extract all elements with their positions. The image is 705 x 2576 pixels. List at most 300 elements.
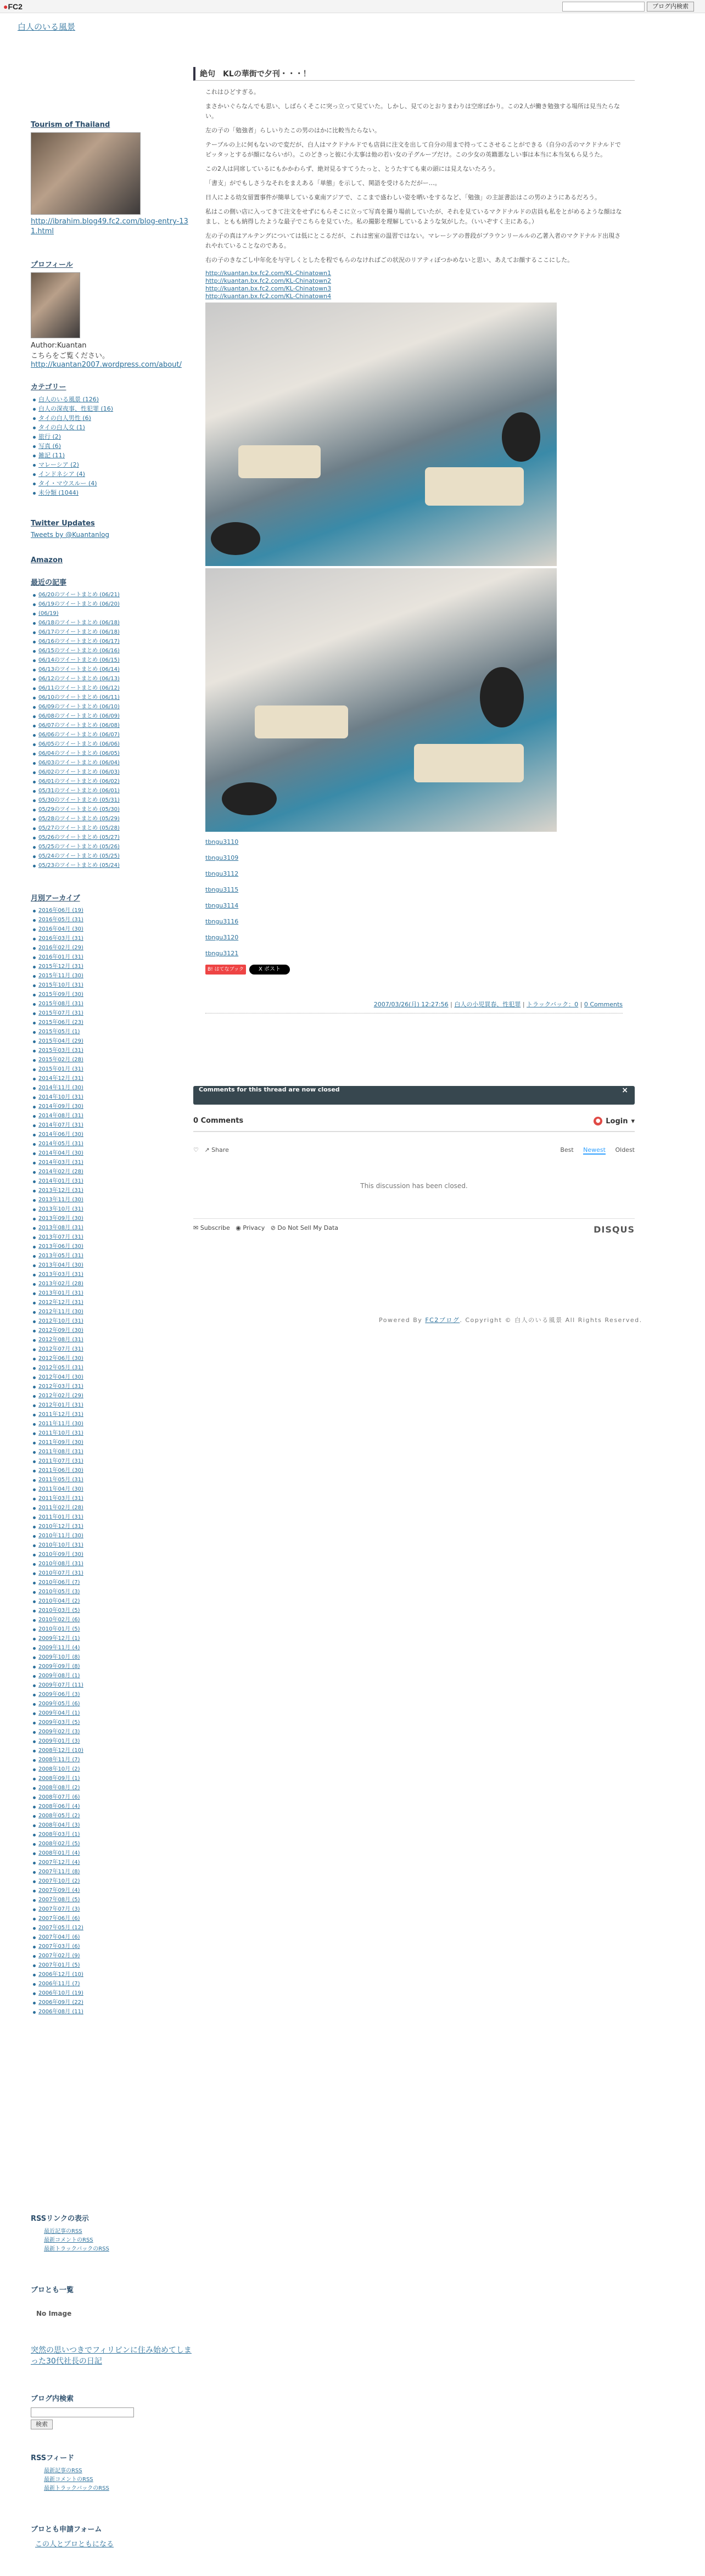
archive-item-link[interactable]: 2014年06月 (30) [38, 1132, 83, 1138]
archive-item-link[interactable]: 2012年03月 (31) [38, 1384, 83, 1390]
bloglist-link[interactable]: 突然の思いつきでフィリピンに住み始めてしまった30代社長の日記 [31, 2346, 192, 2366]
archive-item[interactable] [38, 1457, 187, 1466]
archive-item-link[interactable]: 2010年04月 (2) [38, 1598, 80, 1604]
archive-item-link[interactable]: 2006年09月 (22) [38, 2000, 83, 2006]
archive-item-link[interactable]: 2011年12月 (31) [38, 1412, 83, 1418]
rss-feed-item-link[interactable]: 最新コメントのRSS [44, 2477, 93, 2483]
archive-item[interactable] [38, 1615, 187, 1625]
recent-entry-item-link[interactable]: 05/24のツイートまとめ (05/25) [38, 853, 120, 859]
category-item-link[interactable]: タイの白人男性 (6) [38, 415, 91, 422]
archive-item[interactable] [38, 1363, 187, 1373]
archive-item-link[interactable]: 2013年02月 (28) [38, 1281, 83, 1287]
archive-item-link[interactable]: 2014年03月 (31) [38, 1160, 83, 1166]
recent-entry-item-link[interactable]: 06/05のツイートまとめ (06/06) [38, 741, 120, 747]
archive-item-link[interactable]: 2009年08月 (1) [38, 1673, 80, 1679]
category-item[interactable] [38, 404, 187, 413]
recent-entry-item[interactable] [38, 758, 187, 768]
archive-item-link[interactable]: 2008年02月 (5) [38, 1841, 80, 1847]
archive-item-link[interactable]: 2007年03月 (6) [38, 1944, 80, 1950]
rss-display-item-link[interactable]: 最近記事のRSS [44, 2228, 82, 2235]
archive-item-link[interactable]: 2010年06月 (7) [38, 1580, 80, 1586]
rss-feed-item-link[interactable]: 最新トラックバックのRSS [44, 2485, 109, 2491]
archive-item-link[interactable]: 2013年09月 (30) [38, 1216, 83, 1222]
archive-item-link[interactable]: 2010年07月 (31) [38, 1570, 83, 1576]
recent-entry-item-link[interactable]: 06/18のツイートまとめ (06/18) [38, 620, 120, 626]
archive-item[interactable] [38, 1093, 187, 1102]
archive-item[interactable] [38, 1018, 187, 1027]
archive-item-link[interactable]: 2009年05月 (6) [38, 1701, 80, 1707]
archive-item-link[interactable]: 2008年11月 (7) [38, 1757, 80, 1763]
archive-item-link[interactable]: 2011年10月 (31) [38, 1430, 83, 1436]
archive-item-link[interactable]: 2012年07月 (31) [38, 1346, 83, 1352]
recent-entry-item-link[interactable]: 06/16のツイートまとめ (06/17) [38, 639, 120, 645]
archive-item[interactable] [38, 934, 187, 943]
recent-entry-item-link[interactable]: 05/29のツイートまとめ (05/30) [38, 807, 120, 813]
archive-item-link[interactable]: 2014年05月 (31) [38, 1141, 83, 1147]
profile-about-link[interactable]: http://kuantan2007.wordpress.com/about/ [31, 361, 182, 369]
recent-entry-item[interactable] [38, 730, 187, 740]
category-item[interactable] [38, 451, 187, 460]
archive-item-link[interactable]: 2012年08月 (31) [38, 1337, 83, 1343]
archive-item-link[interactable]: 2014年07月 (31) [38, 1122, 83, 1128]
category-item-link[interactable]: 雑記 (11) [38, 452, 65, 459]
recent-entry-item[interactable] [38, 693, 187, 702]
recent-entry-item[interactable] [38, 665, 187, 674]
rss-display-item[interactable] [44, 2245, 109, 2254]
recent-entry-item[interactable] [38, 814, 187, 824]
recent-entry-item[interactable] [38, 740, 187, 749]
archive-item[interactable] [38, 1046, 187, 1055]
category-item[interactable] [38, 423, 187, 432]
archive-item-link[interactable]: 2013年07月 (31) [38, 1234, 83, 1240]
category-item-link[interactable]: 白人のいる風景 (126) [38, 396, 99, 403]
recent-entry-item-link[interactable]: 06/07のツイートまとめ (06/08) [38, 723, 120, 729]
image-link[interactable]: tbngu3121 [205, 950, 239, 957]
blog-title-link[interactable]: 白人のいる風景 [18, 22, 76, 32]
archive-item[interactable] [38, 1027, 187, 1037]
archive-item-link[interactable]: 2015年05月 (1) [38, 1029, 80, 1035]
archive-item[interactable] [38, 953, 187, 962]
recent-entry-item[interactable] [38, 628, 187, 637]
archive-item[interactable] [38, 1839, 187, 1849]
rss-display-item[interactable] [44, 2227, 109, 2236]
image-link[interactable]: tbngu3110 [205, 838, 239, 845]
entry-comments-link[interactable]: 0 Comments [584, 1001, 623, 1008]
archive-item[interactable] [38, 1401, 187, 1410]
twitter-link[interactable]: Tweets by @Kuantanlog [31, 531, 110, 539]
archive-item-link[interactable]: 2015年12月 (31) [38, 964, 83, 970]
archive-item-link[interactable]: 2007年05月 (12) [38, 1925, 83, 1931]
archive-item[interactable] [38, 1513, 187, 1522]
category-item[interactable] [38, 395, 187, 404]
sort-newest[interactable]: Newest [583, 1146, 606, 1153]
archive-item[interactable] [38, 1139, 187, 1149]
archive-item-link[interactable]: 2012年09月 (30) [38, 1328, 83, 1334]
recent-entry-item[interactable] [38, 590, 187, 600]
archive-item[interactable] [38, 1849, 187, 1858]
archive-item-link[interactable]: 2014年01月 (31) [38, 1178, 83, 1184]
recent-entry-item[interactable] [38, 786, 187, 796]
category-item[interactable] [38, 469, 187, 479]
archive-item[interactable] [38, 1037, 187, 1046]
category-item[interactable] [38, 488, 187, 497]
rss-feed-item[interactable] [44, 2467, 109, 2476]
archive-item-link[interactable]: 2015年11月 (30) [38, 973, 83, 979]
archive-item-link[interactable]: 2007年09月 (4) [38, 1888, 80, 1894]
archive-item[interactable] [38, 1914, 187, 1923]
archive-item-link[interactable]: 2006年08月 (11) [38, 2009, 83, 2015]
entry-source-link[interactable]: http://kuantan.bx.fc2.com/KL-Chinatown2 [205, 277, 332, 284]
archive-item-link[interactable]: 2007年12月 (4) [38, 1860, 80, 1866]
recent-entry-item-link[interactable]: 06/11のツイートまとめ (06/12) [38, 685, 120, 691]
archive-item[interactable] [38, 1475, 187, 1485]
archive-item[interactable] [38, 1961, 187, 1970]
category-item-link[interactable]: タイの白人女 (1) [38, 424, 85, 431]
archive-item[interactable] [38, 962, 187, 971]
archive-item[interactable] [38, 1531, 187, 1541]
archive-item-link[interactable]: 2008年05月 (2) [38, 1813, 80, 1819]
archive-item-link[interactable]: 2008年04月 (3) [38, 1822, 80, 1828]
heart-icon[interactable]: ♡ [193, 1146, 199, 1153]
sort-best[interactable]: Best [560, 1146, 574, 1153]
archive-item[interactable] [38, 1279, 187, 1289]
archive-item[interactable] [38, 1158, 187, 1167]
archive-item-link[interactable]: 2014年04月 (30) [38, 1150, 83, 1156]
recent-entry-item-link[interactable]: 06/08のツイートまとめ (06/09) [38, 713, 120, 719]
archive-item-link[interactable]: 2007年07月 (3) [38, 1906, 80, 1912]
archive-item[interactable] [38, 1382, 187, 1391]
archive-item[interactable] [38, 1569, 187, 1578]
archive-item-link[interactable]: 2013年04月 (30) [38, 1262, 83, 1268]
image-link[interactable]: tbngu3116 [205, 918, 239, 925]
rss-feed-item-link[interactable]: 最新記事のRSS [44, 2468, 82, 2474]
category-item[interactable] [38, 432, 187, 441]
archive-item-link[interactable]: 2010年12月 (31) [38, 1524, 83, 1530]
archive-item-link[interactable]: 2007年04月 (6) [38, 1934, 80, 1940]
fc2-logo[interactable]: ●FC2 [3, 2, 23, 11]
archive-item[interactable] [38, 1130, 187, 1139]
archive-item[interactable] [38, 1951, 187, 1961]
archive-item-link[interactable]: 2013年10月 (31) [38, 1206, 83, 1212]
archive-item-link[interactable]: 2015年09月 (30) [38, 992, 83, 998]
archive-item[interactable] [38, 1177, 187, 1186]
archive-item[interactable] [38, 1681, 187, 1690]
archive-item[interactable] [38, 1121, 187, 1130]
archive-item[interactable] [38, 990, 187, 999]
recent-entry-item[interactable] [38, 646, 187, 656]
archive-item[interactable] [38, 1074, 187, 1083]
archive-item[interactable] [38, 1167, 187, 1177]
archive-item-link[interactable]: 2011年05月 (31) [38, 1477, 83, 1483]
archive-item[interactable] [38, 1737, 187, 1746]
archive-item[interactable] [38, 1895, 187, 1905]
tourism-photo[interactable] [31, 132, 141, 215]
archive-item[interactable] [38, 1186, 187, 1195]
archive-item[interactable] [38, 1821, 187, 1830]
archive-item-link[interactable]: 2008年07月 (6) [38, 1794, 80, 1800]
archive-item-link[interactable]: 2010年08月 (31) [38, 1561, 83, 1567]
recent-entry-item[interactable] [38, 824, 187, 833]
archive-item-link[interactable]: 2015年06月 (23) [38, 1020, 83, 1026]
archive-item[interactable] [38, 1494, 187, 1503]
archive-item-link[interactable]: 2011年03月 (31) [38, 1496, 83, 1502]
archive-item-link[interactable]: 2015年04月 (29) [38, 1038, 83, 1044]
recent-entry-item-link[interactable]: 06/17のツイートまとめ (06/18) [38, 629, 120, 635]
archive-item[interactable] [38, 1223, 187, 1233]
archive-item[interactable] [38, 1345, 187, 1354]
archive-item-link[interactable]: 2014年08月 (31) [38, 1113, 83, 1119]
archive-item[interactable] [38, 1289, 187, 1298]
archive-item[interactable] [38, 1326, 187, 1335]
archive-item-link[interactable]: 2007年10月 (2) [38, 1878, 80, 1884]
archive-item[interactable] [38, 1391, 187, 1401]
archive-item-link[interactable]: 2016年05月 (31) [38, 917, 83, 923]
recent-entry-item[interactable] [38, 656, 187, 665]
archive-item[interactable] [38, 1242, 187, 1251]
archive-item[interactable] [38, 1419, 187, 1429]
archive-item-link[interactable]: 2008年09月 (1) [38, 1776, 80, 1782]
archive-item[interactable] [38, 1811, 187, 1821]
archive-item[interactable] [38, 1905, 187, 1914]
archive-item[interactable] [38, 1065, 187, 1074]
entry-photo-1[interactable] [205, 303, 557, 566]
archive-item[interactable] [38, 1587, 187, 1597]
recent-entry-item-link[interactable]: 06/04のツイートまとめ (06/05) [38, 751, 120, 757]
archive-item-link[interactable]: 2006年12月 (10) [38, 1972, 83, 1978]
archive-item[interactable] [38, 1755, 187, 1765]
archive-item[interactable] [38, 1783, 187, 1793]
archive-item[interactable] [38, 1335, 187, 1345]
archive-item[interactable] [38, 925, 187, 934]
archive-item[interactable] [38, 1970, 187, 1979]
archive-item[interactable] [38, 1989, 187, 1998]
archive-item-link[interactable]: 2011年09月 (30) [38, 1440, 83, 1446]
archive-item[interactable] [38, 1923, 187, 1933]
subscribe-link[interactable]: ✉ Subscribe [193, 1224, 230, 1231]
recent-entry-item[interactable] [38, 674, 187, 684]
archive-item[interactable] [38, 1597, 187, 1606]
recent-entry-item-link[interactable]: 06/14のツイートまとめ (06/15) [38, 657, 120, 663]
archive-item[interactable] [38, 1942, 187, 1951]
recent-entry-item[interactable] [38, 852, 187, 861]
archive-item-link[interactable]: 2016年01月 (31) [38, 954, 83, 960]
archive-item[interactable] [38, 1979, 187, 1989]
archive-item[interactable] [38, 1233, 187, 1242]
recent-entry-item-link[interactable]: 06/15のツイートまとめ (06/16) [38, 648, 120, 654]
archive-item-link[interactable]: 2010年03月 (5) [38, 1608, 80, 1614]
archive-item-link[interactable]: 2007年11月 (8) [38, 1869, 80, 1875]
archive-item-link[interactable]: 2008年10月 (2) [38, 1766, 80, 1772]
tourism-link[interactable]: http://ibrahim.blog49.fc2.com/blog-entry-131.html [31, 217, 188, 236]
archive-item-link[interactable]: 2009年07月 (11) [38, 1682, 83, 1688]
archive-item-link[interactable]: 2015年03月 (31) [38, 1048, 83, 1054]
archive-item[interactable] [38, 1830, 187, 1839]
recent-entry-item-link[interactable]: 05/30のツイートまとめ (05/31) [38, 797, 120, 803]
recent-entry-item-link[interactable]: 06/03のツイートまとめ (06/04) [38, 760, 120, 766]
recent-entry-item-link[interactable]: 05/25のツイートまとめ (05/26) [38, 844, 120, 850]
archive-item-link[interactable]: 2007年01月 (5) [38, 1962, 80, 1968]
site-search-button[interactable]: ブログ内検索 [647, 2, 694, 12]
archive-item[interactable] [38, 1251, 187, 1261]
archive-item-link[interactable]: 2006年10月 (19) [38, 1990, 83, 1996]
close-icon[interactable]: × [622, 1086, 628, 1095]
entry-trackback-link[interactable]: トラックバック：0 [527, 1001, 579, 1008]
archive-item-link[interactable]: 2013年12月 (31) [38, 1188, 83, 1194]
archive-item-link[interactable]: 2008年08月 (2) [38, 1785, 80, 1791]
archive-item-link[interactable]: 2016年04月 (30) [38, 926, 83, 932]
archive-item[interactable] [38, 1083, 187, 1093]
archive-item[interactable] [38, 1009, 187, 1018]
archive-item-link[interactable]: 2007年02月 (9) [38, 1953, 80, 1959]
recent-entry-item[interactable] [38, 796, 187, 805]
archive-item[interactable] [38, 1111, 187, 1121]
archive-item-link[interactable]: 2013年03月 (31) [38, 1272, 83, 1278]
archive-item[interactable] [38, 1317, 187, 1326]
category-item-link[interactable]: 写真 (6) [38, 443, 61, 450]
recent-entry-item-link[interactable]: 06/02のツイートまとめ (06/03) [38, 769, 120, 775]
recent-entry-item-link[interactable]: 05/28のツイートまとめ (05/29) [38, 816, 120, 822]
archive-item-link[interactable]: 2009年03月 (5) [38, 1720, 80, 1726]
archive-item[interactable] [38, 971, 187, 981]
archive-item[interactable] [38, 1858, 187, 1867]
recent-entry-item[interactable] [38, 600, 187, 609]
recent-entry-item-link[interactable]: 06/12のツイートまとめ (06/13) [38, 676, 120, 682]
do-not-sell-link[interactable]: ⊘ Do Not Sell My Data [270, 1224, 339, 1231]
archive-item-link[interactable]: 2013年05月 (31) [38, 1253, 83, 1259]
archive-item[interactable] [38, 1933, 187, 1942]
archive-item[interactable] [38, 1149, 187, 1158]
archive-item[interactable] [38, 1373, 187, 1382]
archive-item-link[interactable]: 2010年09月 (30) [38, 1552, 83, 1558]
archive-item-link[interactable]: 2008年06月 (4) [38, 1804, 80, 1810]
archive-item[interactable] [38, 1214, 187, 1223]
archive-item[interactable] [38, 1998, 187, 2007]
recent-entry-item-link[interactable]: 05/27のツイートまとめ (05/28) [38, 825, 120, 831]
category-item[interactable] [38, 413, 187, 423]
archive-item[interactable] [38, 1466, 187, 1475]
archive-item[interactable] [38, 1550, 187, 1559]
archive-item-link[interactable]: 2011年08月 (31) [38, 1449, 83, 1455]
archive-item-link[interactable]: 2012年06月 (30) [38, 1356, 83, 1362]
archive-item[interactable] [38, 1429, 187, 1438]
blog-search-input[interactable] [31, 2407, 134, 2417]
archive-item[interactable] [38, 1718, 187, 1727]
rss-display-item-link[interactable]: 最新コメントのRSS [44, 2237, 93, 2243]
archive-item-link[interactable]: 2012年11月 (30) [38, 1309, 83, 1315]
archive-item[interactable] [38, 1438, 187, 1447]
archive-item-link[interactable]: 2013年06月 (30) [38, 1244, 83, 1250]
archive-item-link[interactable]: 2012年02月 (29) [38, 1393, 83, 1399]
archive-item-link[interactable]: 2008年12月 (10) [38, 1748, 83, 1754]
archive-item[interactable] [38, 1690, 187, 1699]
category-item-link[interactable]: タイ・マウスルー (4) [38, 480, 97, 487]
entry-source-link[interactable]: http://kuantan.bx.fc2.com/KL-Chinatown3 [205, 285, 332, 292]
archive-item-link[interactable]: 2016年02月 (29) [38, 945, 83, 951]
archive-item-link[interactable]: 2014年12月 (31) [38, 1076, 83, 1082]
rss-feed-item[interactable] [44, 2476, 109, 2484]
category-item-link[interactable]: 旅行 (2) [38, 433, 61, 440]
archive-item[interactable] [38, 1886, 187, 1895]
archive-item[interactable] [38, 1354, 187, 1363]
archive-item[interactable] [38, 981, 187, 990]
archive-item-link[interactable]: 2012年01月 (31) [38, 1402, 83, 1408]
archive-item[interactable] [38, 1662, 187, 1671]
archive-item[interactable] [38, 1503, 187, 1513]
recent-entry-item[interactable] [38, 768, 187, 777]
archive-item[interactable] [38, 1634, 187, 1643]
image-link[interactable]: tbngu3115 [205, 886, 239, 893]
archive-item-link[interactable]: 2011年06月 (30) [38, 1468, 83, 1474]
x-post-button[interactable]: X ポスト [249, 965, 290, 975]
category-item-link[interactable]: 白人の深夜事、性犯罪 (16) [38, 405, 114, 412]
recent-entry-item[interactable] [38, 684, 187, 693]
archive-item[interactable] [38, 1055, 187, 1065]
site-search-input[interactable] [562, 2, 645, 12]
archive-item[interactable] [38, 1522, 187, 1531]
archive-item-link[interactable]: 2013年08月 (31) [38, 1225, 83, 1231]
archive-item[interactable] [38, 1261, 187, 1270]
recent-entry-item-link[interactable]: 06/20のツイートまとめ (06/21) [38, 592, 120, 598]
category-item-link[interactable]: マレーシア (2) [38, 461, 79, 468]
archive-item[interactable] [38, 1410, 187, 1419]
archive-item[interactable] [38, 906, 187, 915]
privacy-link[interactable]: ◉ Privacy [236, 1224, 265, 1231]
archive-item-link[interactable]: 2015年08月 (31) [38, 1001, 83, 1007]
friend-form-link[interactable]: この人とブロともになる [35, 2540, 114, 2549]
archive-item-link[interactable]: 2009年02月 (3) [38, 1729, 80, 1735]
category-item[interactable] [38, 441, 187, 451]
login-button[interactable]: ● Login ▾ [594, 1117, 635, 1125]
archive-item[interactable] [38, 1793, 187, 1802]
recent-entry-item-link[interactable]: 05/31のツイートまとめ (06/01) [38, 788, 120, 794]
archive-item[interactable] [38, 2007, 187, 2017]
recent-entry-item[interactable] [38, 861, 187, 870]
recent-entry-item[interactable] [38, 749, 187, 758]
share-button[interactable]: ↗ Share [204, 1146, 229, 1153]
category-item-link[interactable]: 未分類 (1044) [38, 489, 79, 496]
archive-item-link[interactable]: 2011年02月 (28) [38, 1505, 83, 1511]
recent-entry-item-link[interactable]: 06/01のツイートまとめ (06/02) [38, 779, 120, 785]
archive-item[interactable] [38, 915, 187, 925]
archive-item-link[interactable]: 2010年10月 (31) [38, 1542, 83, 1548]
recent-entry-item[interactable] [38, 618, 187, 628]
archive-item-link[interactable]: 2011年07月 (31) [38, 1458, 83, 1464]
archive-item[interactable] [38, 1671, 187, 1681]
image-link[interactable]: tbngu3112 [205, 870, 239, 877]
archive-item[interactable] [38, 1298, 187, 1307]
entry-source-link[interactable]: http://kuantan.bx.fc2.com/KL-Chinatown1 [205, 270, 332, 277]
archive-item[interactable] [38, 1877, 187, 1886]
archive-item[interactable] [38, 1205, 187, 1214]
entry-source-link[interactable]: http://kuantan.bx.fc2.com/KL-Chinatown4 [205, 293, 332, 300]
archive-item-link[interactable]: 2015年02月 (28) [38, 1057, 83, 1063]
archive-item[interactable] [38, 943, 187, 953]
archive-item-link[interactable]: 2014年10月 (31) [38, 1094, 83, 1100]
archive-item-link[interactable]: 2007年06月 (6) [38, 1916, 80, 1922]
archive-item[interactable] [38, 1270, 187, 1279]
recent-entry-item[interactable] [38, 833, 187, 842]
archive-item[interactable] [38, 1578, 187, 1587]
archive-item-link[interactable]: 2014年11月 (30) [38, 1085, 83, 1091]
archive-item[interactable] [38, 1447, 187, 1457]
archive-item-link[interactable]: 2006年11月 (7) [38, 1981, 80, 1987]
rss-feed-item[interactable] [44, 2484, 109, 2493]
entry-photo-2[interactable] [205, 568, 557, 832]
archive-item[interactable] [38, 1699, 187, 1709]
image-link[interactable]: tbngu3120 [205, 934, 239, 941]
archive-item-link[interactable]: 2014年09月 (30) [38, 1104, 83, 1110]
archive-item[interactable] [38, 1307, 187, 1317]
